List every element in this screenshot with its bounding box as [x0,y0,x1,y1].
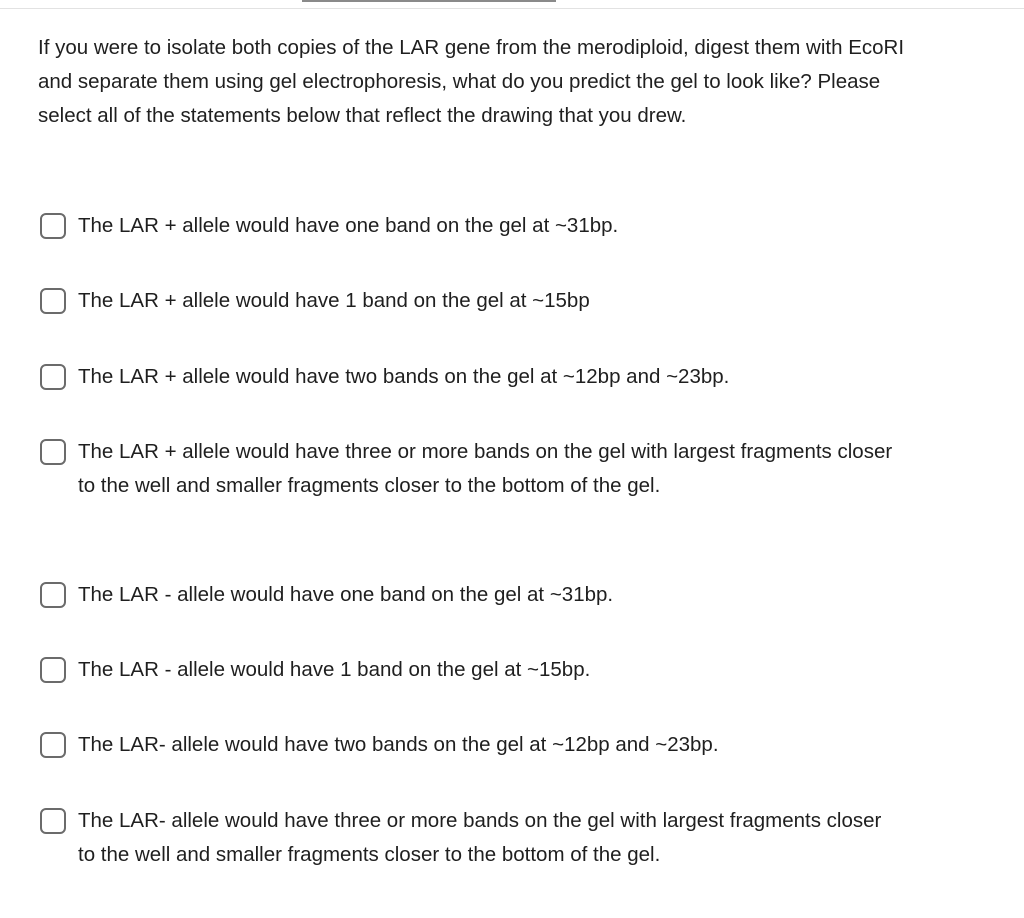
option-1-checkbox[interactable] [40,213,66,239]
option-6-checkbox[interactable] [40,657,66,683]
option-3-checkbox[interactable] [40,364,66,390]
option-2[interactable] [40,284,940,318]
option-1[interactable] [40,209,940,243]
option-8[interactable] [40,804,940,872]
option-3-label[interactable]: The LAR + allele would have two bands on the gel at ~12bp and ~23bp. [78,365,730,388]
option-5[interactable] [40,578,940,612]
option-4-label[interactable]: The LAR + allele would have three or more bands on the gel with largest fragments closer to the well and smaller fragments closer to the bottom of the gel. [78,440,893,497]
option-5-label[interactable]: The LAR - allele would have one band on the gel at ~31bp. [78,583,614,606]
option-8-label[interactable]: The LAR- allele would have three or more bands on the gel with largest fragments closer to the well and smaller fragments closer to the bottom of the gel. [78,809,882,866]
option-7[interactable] [40,728,940,762]
option-1-label[interactable]: The LAR + allele would have one band on the gel at ~31bp. [78,214,619,237]
option-2-checkbox[interactable] [40,288,66,314]
question-text: If you were to isolate both copies of the LAR gene from the merodiploid, digest them with EcoRI and separate them using gel electrophoresis, what do you predict the gel to look like? Please select all of the statements below that reflect the drawing that you drew. [38,36,905,127]
option-4[interactable] [40,435,940,503]
option-6-label[interactable]: The LAR - allele would have 1 band on the gel at ~15bp. [78,658,591,681]
option-5-checkbox[interactable] [40,582,66,608]
top-divider [0,8,1024,9]
option-4-checkbox[interactable] [40,439,66,465]
option-3[interactable] [40,360,940,394]
option-2-label[interactable]: The LAR + allele would have 1 band on the gel at ~15bp [78,289,590,312]
option-7-checkbox[interactable] [40,732,66,758]
top-tab-indicator [302,0,556,2]
option-7-label[interactable]: The LAR- allele would have two bands on the gel at ~12bp and ~23bp. [78,733,719,756]
option-8-checkbox[interactable] [40,808,66,834]
option-6[interactable] [40,653,940,687]
